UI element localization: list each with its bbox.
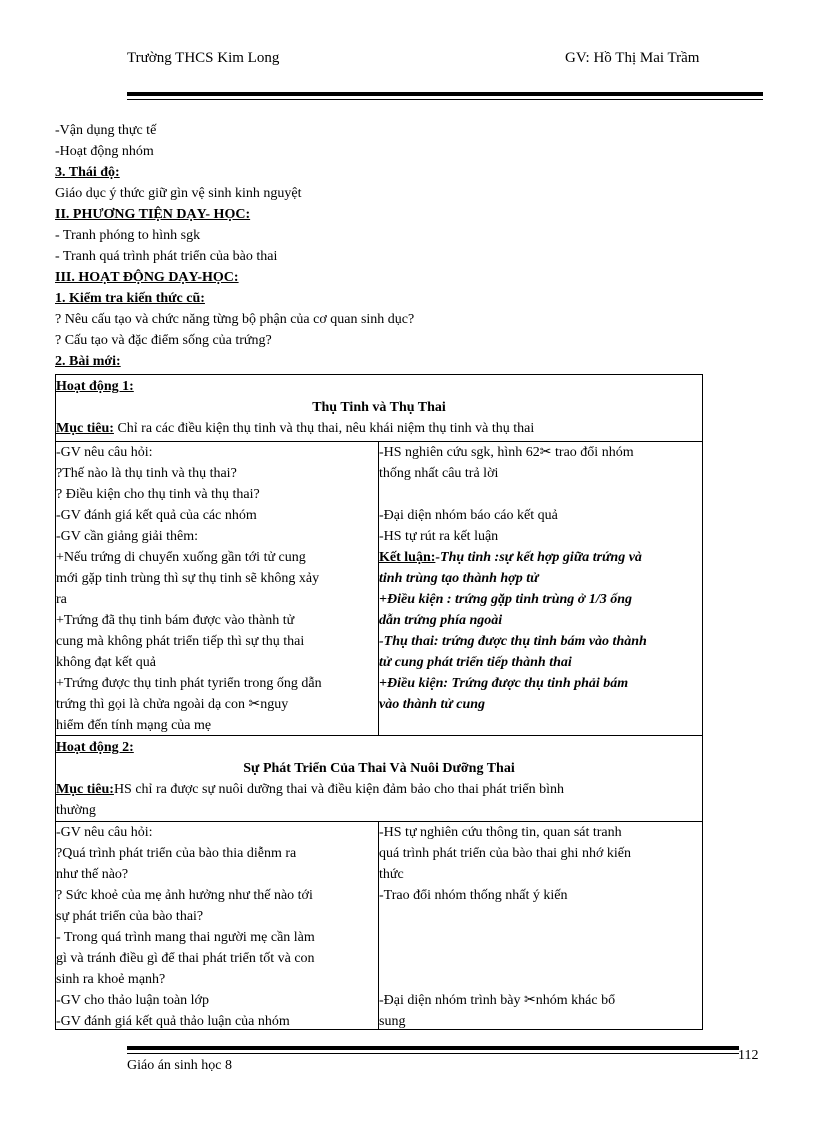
teacher-line: không đạt kết quả bbox=[56, 655, 156, 670]
attitude-text: Giáo dục ý thức giữ gìn vệ sinh kinh nguyệt bbox=[55, 186, 302, 201]
student-line: -HS tự nghiên cứu thông tin, quan sát tranh bbox=[379, 825, 622, 840]
teacher-line: +Trứng được thụ tinh phát tyriển trong ống dẫn bbox=[56, 676, 322, 691]
student-line bbox=[379, 948, 702, 969]
teacher-line: -GV cần giảng giải thêm: bbox=[56, 529, 199, 544]
footer-rule-thick bbox=[127, 1046, 739, 1050]
activity1-teacher-column bbox=[56, 442, 379, 736]
objective-label: Mục tiêu: bbox=[56, 421, 114, 436]
student-line: thống nhất câu trả lời bbox=[379, 466, 499, 481]
activity2-student-column bbox=[379, 822, 702, 1032]
student-line: -Đại diện nhóm trình bày ✂nhóm khác bổ bbox=[379, 993, 616, 1008]
teacher-line: -GV nêu câu hỏi: bbox=[56, 825, 153, 840]
student-line bbox=[379, 484, 702, 505]
student-line: -Đại diện nhóm báo cáo kết quả bbox=[379, 508, 558, 523]
conclusion-line: dẫn trứng phía ngoài bbox=[379, 613, 503, 628]
activity1-table bbox=[55, 374, 703, 736]
activity2-table bbox=[55, 735, 703, 1030]
teacher-line: ?Quá trình phát triển của bào thia diễnm ra bbox=[56, 846, 297, 861]
conclusion-line: tử cung phát triển tiếp thành thai bbox=[379, 655, 572, 670]
objective-text: HS chỉ ra được sự nuôi dưỡng thai và điều kiện đảm bảo cho thai phát triển bình bbox=[113, 782, 565, 797]
footer-subject: Giáo án sinh học 8 bbox=[127, 1058, 232, 1073]
teacher-line: ra bbox=[56, 592, 67, 607]
intro-line: -Hoạt động nhóm bbox=[55, 144, 154, 159]
header-school: Trường THCS Kim Long bbox=[127, 50, 280, 66]
student-line: -Trao đổi nhóm thống nhất ý kiến bbox=[379, 888, 568, 903]
means-item: - Tranh quá trình phát triển của bào thai bbox=[55, 249, 278, 264]
teacher-line: -GV nêu câu hỏi: bbox=[56, 445, 153, 460]
activity2-objective bbox=[56, 782, 564, 798]
teacher-line: sinh ra khoẻ mạnh? bbox=[56, 972, 166, 987]
intro-line: -Vận dụng thực tế bbox=[55, 123, 157, 138]
student-line bbox=[379, 906, 702, 927]
activities-heading: III. HOẠT ĐỘNG DẠY-HỌC: bbox=[55, 270, 239, 285]
activity2-heading: Hoạt động 2: bbox=[56, 740, 134, 755]
objective-text: Chỉ ra các điều kiện thụ tinh và thụ thai, nêu khái niệm thụ tinh và thụ thai bbox=[113, 421, 535, 436]
activity1-objective bbox=[56, 421, 534, 437]
teacher-line: +Nếu trứng di chuyển xuống gần tới tử cung bbox=[56, 550, 306, 565]
student-line bbox=[379, 927, 702, 948]
conclusion-first-line bbox=[379, 547, 702, 568]
header-teacher: GV: Hồ Thị Mai Trầm bbox=[565, 50, 700, 66]
teacher-line: +Trứng đã thụ tinh bám được vào thành tử bbox=[56, 613, 295, 628]
student-line: -HS tự rút ra kết luận bbox=[379, 529, 499, 544]
intro-section bbox=[55, 120, 705, 372]
page-number: 112 bbox=[738, 1048, 759, 1063]
teacher-line: hiểm đến tính mạng của mẹ bbox=[56, 718, 212, 733]
check-heading: 1. Kiểm tra kiến thức cũ: bbox=[55, 291, 205, 306]
header-rule-thick bbox=[127, 92, 763, 96]
check-question: ? Nêu cấu tạo và chức năng từng bộ phận của cơ quan sinh dục? bbox=[55, 312, 415, 327]
teacher-line: -GV đánh giá kết quả thảo luận của nhóm bbox=[56, 1014, 290, 1029]
teacher-line: cung mà không phát triển tiếp thì sự thụ thai bbox=[56, 634, 305, 649]
conclusion-label: Kết luận: bbox=[379, 550, 436, 565]
teacher-line: ? Sức khoẻ của mẹ ảnh hưởng như thế nào tới bbox=[56, 888, 313, 903]
conclusion-line: -Thụ thai: trứng được thụ tinh bám vào thành bbox=[379, 634, 647, 649]
conclusion-line: +Điều kiện: Trứng được thụ tinh phải bám bbox=[379, 676, 629, 691]
student-line: sung bbox=[379, 1014, 406, 1029]
conclusion-line: -Thụ tinh :sự kết hợp giữa trứng và bbox=[435, 550, 642, 565]
new-lesson-heading: 2. Bài mới: bbox=[55, 354, 121, 369]
activity2-objective-cont: thường bbox=[56, 803, 96, 818]
teacher-line: ? Điều kiện cho thụ tinh và thụ thai? bbox=[56, 487, 260, 502]
teacher-line: trứng thì gọi là chửa ngoài dạ con ✂nguy bbox=[56, 697, 289, 712]
student-line: quá trình phát triển của bào thai ghi nhớ kiến bbox=[379, 846, 631, 861]
check-question: ? Cấu tạo và đặc điểm sống của trứng? bbox=[55, 333, 272, 348]
teacher-line: -GV đánh giá kết quả của các nhóm bbox=[56, 508, 257, 523]
means-item: - Tranh phóng to hình sgk bbox=[55, 228, 201, 243]
activity1-title: Thụ Tinh và Thụ Thai bbox=[312, 400, 446, 415]
student-line: thức bbox=[379, 867, 404, 882]
activity1-heading: Hoạt động 1: bbox=[56, 379, 134, 394]
means-heading: II. PHƯƠNG TIỆN DẠY- HỌC: bbox=[55, 207, 251, 222]
teacher-line: mới gặp tinh trùng thì sự thụ tinh sẽ không xảy bbox=[56, 571, 320, 586]
objective-label: Mục tiêu: bbox=[56, 782, 114, 797]
student-line bbox=[379, 969, 702, 990]
conclusion-line: tinh trùng tạo thành hợp tử bbox=[379, 571, 539, 586]
activity2-teacher-column bbox=[56, 822, 379, 1030]
teacher-line: sự phát triển của bào thai? bbox=[56, 909, 204, 924]
teacher-line: gì và tránh điều gì để thai phát triển tốt và con bbox=[56, 951, 315, 966]
conclusion-line: vào thành tử cung bbox=[379, 697, 486, 712]
teacher-line: như thế nào? bbox=[56, 867, 129, 882]
teacher-line: -GV cho thảo luận toàn lớp bbox=[56, 993, 209, 1008]
teacher-line: - Trong quá trình mang thai người mẹ cần làm bbox=[56, 930, 315, 945]
footer-rule-thin bbox=[127, 1053, 739, 1054]
teacher-line: ?Thế nào là thụ tinh và thụ thai? bbox=[56, 466, 237, 481]
attitude-heading: 3. Thái độ: bbox=[55, 165, 120, 180]
student-line: -HS nghiên cứu sgk, hình 62✂ trao đổi nhóm bbox=[379, 445, 634, 460]
activity2-title: Sự Phát Triển Của Thai Và Nuôi Dưỡng Thai bbox=[243, 761, 515, 776]
conclusion-line: +Điều kiện : trứng gặp tinh trùng ở 1/3 ống bbox=[379, 592, 632, 607]
activity1-student-column bbox=[379, 442, 702, 715]
header-rule-thin bbox=[127, 99, 763, 100]
